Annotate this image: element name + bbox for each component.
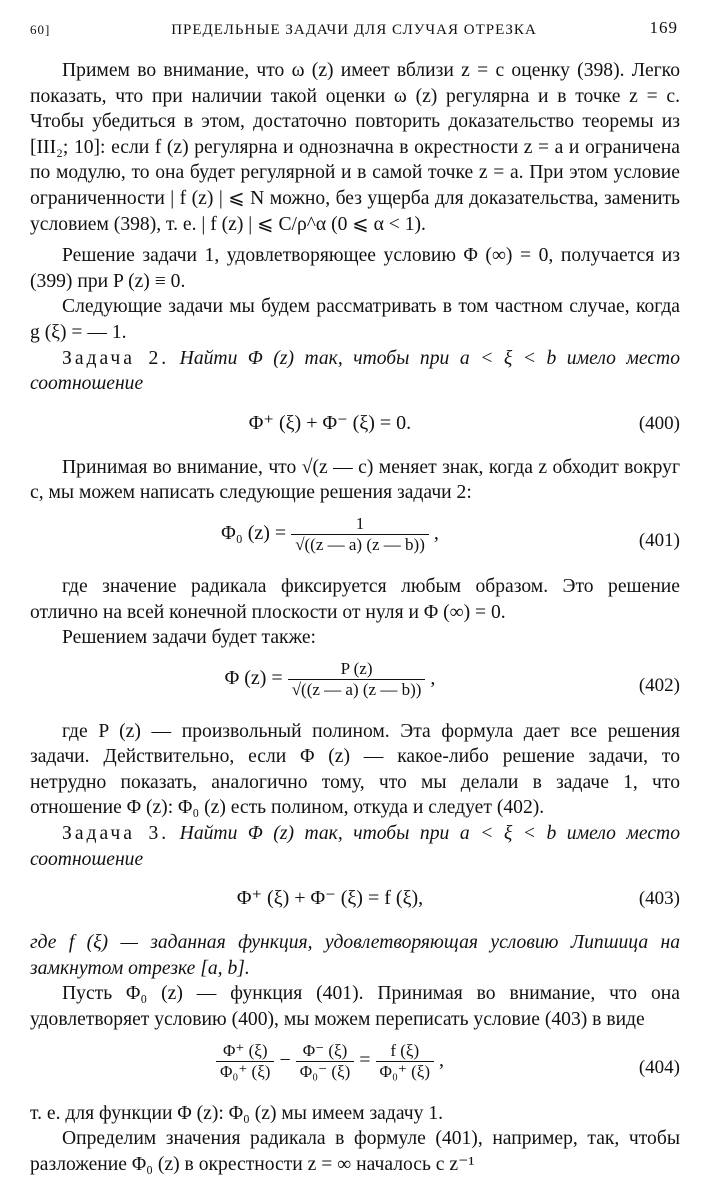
- page-number: 169: [649, 18, 678, 37]
- formula-401-fraction: [291, 514, 429, 555]
- running-title: ПРЕДЕЛЬНЫЕ ЗАДАЧИ ДЛЯ СЛУЧАЯ ОТРЕЗКА: [171, 22, 537, 38]
- problem-3-label: Задача 3.: [62, 823, 170, 845]
- formula-404-den-2: Φ₀⁻ (ξ): [299, 1061, 351, 1081]
- paragraph-7: Решением задачи будет также:: [62, 627, 316, 649]
- formula-400-expr: Φ⁺ (ξ) + Φ⁻ (ξ) = 0.: [248, 411, 412, 434]
- problem-2-text: Найти Φ (z) так, чтобы при a < ξ < b имело место соотношение: [30, 347, 680, 395]
- paragraph-5: Принимая во внимание, что √(z — c) меняет знак, когда z обходит вокруг c, мы можем написать следующие решения задачи 2:: [30, 456, 680, 504]
- problem-3-statement: [30, 821, 680, 872]
- problem-2-statement: [30, 346, 680, 397]
- formula-404-num-3: f (ξ): [376, 1041, 434, 1062]
- formula-402-tail: ,: [430, 666, 436, 689]
- problem-2-label: Задача 2.: [62, 347, 170, 369]
- formula-403-number: (403): [638, 888, 680, 910]
- paragraph-8: где P (z) — произвольный полином. Эта формула дает все решения задачи. Действительно, если Φ (z) — какое-либо решение задачи, то нетрудно показать, аналогично тому, что мы делали в задаче 1, что отношение Φ (z): Φ₀ (z) есть полином, откуда и следует (402).: [30, 720, 680, 819]
- formula-404-frac-1: [216, 1041, 274, 1082]
- formula-403-expr: Φ⁺ (ξ) + Φ⁻ (ξ) = f (ξ),: [236, 887, 424, 910]
- paragraph-2: Решение задачи 1, удовлетворяющее условию Φ (∞) = 0, получается из (399) при P (z) ≡ 0.: [30, 245, 680, 292]
- formula-401-tail: ,: [433, 522, 439, 544]
- section-number: 60]: [30, 22, 51, 37]
- paragraph-10: где f (ξ) — заданная функция, удовлетворяющая условию Липшица на замкнутом отрезке [a, b].: [30, 932, 680, 979]
- formula-402-numerator: P (z): [288, 659, 426, 680]
- formula-402-fraction: [288, 659, 426, 700]
- formula-404-frac-3: [376, 1041, 434, 1082]
- formula-404-den-3: Φ₀⁺ (ξ): [379, 1061, 430, 1081]
- formula-401-numerator: 1: [291, 514, 429, 535]
- formula-401: [30, 510, 680, 570]
- formula-403: [30, 876, 680, 926]
- page-body: [30, 58, 680, 1177]
- formula-402-denominator: √((z — a) (z — b)): [291, 679, 422, 699]
- formula-404-num-2: Φ⁻ (ξ): [296, 1041, 354, 1062]
- paragraph-3: Следующие задачи мы будем рассматривать в том частном случае, когда g (ξ) = — 1.: [30, 296, 680, 343]
- formula-402-number: (402): [638, 674, 680, 696]
- paragraph-12: т. е. для функции Φ (z): Φ₀ (z) мы имеем задачу 1.: [30, 1102, 444, 1124]
- paragraph-6: где значение радикала фиксируется любым образом. Это решение отлично на всей конечной плоскости от нуля и Φ (∞) = 0.: [30, 575, 680, 623]
- formula-400-number: (400): [638, 412, 680, 434]
- formula-401-lhs: Φ₀ (z) =: [221, 522, 287, 544]
- formula-404-minus: −: [279, 1048, 291, 1071]
- problem-3-text: Найти Φ (z) так, чтобы при a < ξ < b имело место соотношение: [30, 823, 680, 870]
- running-header: [30, 18, 678, 42]
- formula-404-equals: =: [359, 1048, 371, 1071]
- formula-401-number: (401): [638, 529, 680, 551]
- paragraph-11: Пусть Φ₀ (z) — функция (401). Принимая во внимание, что она удовлетворяет условию (400), мы можем переписать условие (403) в виде: [30, 983, 680, 1031]
- formula-404-den-1: Φ₀⁺ (ξ): [219, 1061, 271, 1081]
- formula-402-lhs: Φ (z) =: [224, 666, 283, 689]
- paragraph-13: Определим значения радикала в формуле (401), например, так, чтобы разложение Φ₀ (z) в окрестности z = ∞ началось с z⁻¹: [30, 1128, 680, 1175]
- formula-404-number: (404): [638, 1056, 680, 1078]
- formula-404-num-1: Φ⁺ (ξ): [216, 1041, 274, 1062]
- paragraph-1: Примем во внимание, что ω (z) имеет вблизи z = c оценку (398). Легко показать, что при наличии такой оценки ω (z) регулярна и в точке z = c. Чтобы убедиться в этом, достаточно повторить доказательство теоремы из [III₂; 10]: если f (z) регулярна и однозначна в окрестности z = a и ограничена по модулю, то она будет регулярной и в самой точке z = a. При этом условие ограниченности | f (z) | ⩽ N можно, без ущерба для доказательства, заменить условием (398), т. е. | f (z) | ⩽ C/ρ^α (0 ⩽ α < 1).: [30, 60, 680, 235]
- formula-404: [30, 1037, 680, 1097]
- formula-402: [30, 655, 680, 715]
- formula-400: [30, 401, 680, 451]
- formula-404-tail: ,: [439, 1048, 444, 1071]
- formula-404-frac-2: [296, 1041, 354, 1082]
- formula-401-denominator: √((z — a) (z — b)): [295, 534, 425, 554]
